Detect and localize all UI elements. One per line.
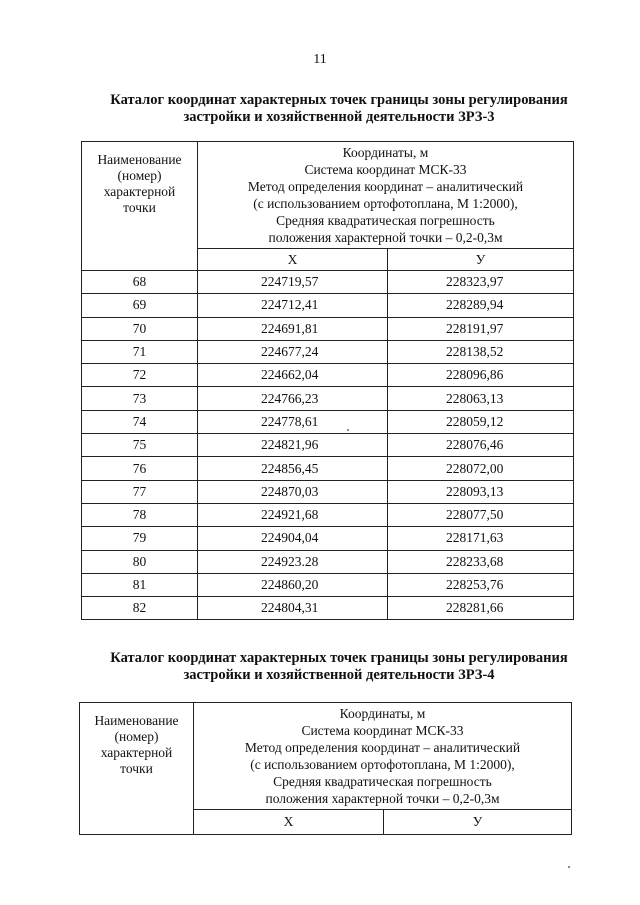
coordinates-header: Координаты, м Система координат МСК-33 Метод определения координат – аналитический (с использованием ортофотоплана, М 1:2000), Средняя квадратическая погрешность положения характерной точки – 0,2-0,3м	[194, 703, 572, 810]
x-value: 224904,04	[198, 527, 388, 550]
y-value: 228077,50	[388, 503, 574, 526]
table-row	[82, 410, 574, 433]
coordinate-table-zrz3	[81, 141, 574, 620]
point-number: 81	[82, 573, 198, 596]
table-row	[82, 527, 574, 550]
x-value: 224921,68	[198, 503, 388, 526]
point-number: 71	[82, 340, 198, 363]
catalog-title-line: Каталог координат характерных точек границы зоны регулирования	[110, 650, 568, 666]
scan-speck	[347, 429, 349, 431]
coordinate-table-zrz4	[79, 702, 572, 835]
point-number: 79	[82, 527, 198, 550]
x-value: 224691,81	[198, 317, 388, 340]
point-number: 82	[82, 597, 198, 620]
x-value: 224719,57	[198, 271, 388, 294]
y-value: 228289,94	[388, 294, 574, 317]
x-value: 224804,31	[198, 597, 388, 620]
y-value: 228191,97	[388, 317, 574, 340]
point-name-header: Наименование (номер) характерной точки	[80, 703, 194, 835]
x-value: 224677,24	[198, 340, 388, 363]
table-row	[82, 317, 574, 340]
point-number: 75	[82, 434, 198, 457]
scan-speck	[568, 866, 570, 868]
y-value: 228323,97	[388, 271, 574, 294]
catalog-title-line: Каталог координат характерных точек границы зоны регулирования	[110, 92, 568, 108]
catalog-title-line: застройки и хозяйственной деятельности ЗРЗ-4	[183, 667, 495, 683]
x-value: 224821,96	[198, 434, 388, 457]
y-column-header: У	[388, 249, 574, 271]
coordinates-header: Координаты, м Система координат МСК-33 Метод определения координат – аналитический (с использованием ортофотоплана, М 1:2000), Средняя квадратическая погрешность положения характерной точки – 0,2-0,3м	[198, 142, 574, 249]
y-value: 228093,13	[388, 480, 574, 503]
point-number: 80	[82, 550, 198, 573]
point-number: 76	[82, 457, 198, 480]
table-row	[82, 480, 574, 503]
y-value: 228063,13	[388, 387, 574, 410]
y-column-header: У	[384, 810, 572, 835]
table-row	[82, 597, 574, 620]
x-value: 224870,03	[198, 480, 388, 503]
page-number: 11	[313, 52, 327, 67]
point-number: 78	[82, 503, 198, 526]
table-row	[82, 294, 574, 317]
y-value: 228138,52	[388, 340, 574, 363]
y-value: 228076,46	[388, 434, 574, 457]
x-column-header: Х	[194, 810, 384, 835]
point-number: 74	[82, 410, 198, 433]
point-name-header: Наименование (номер) характерной точки	[82, 142, 198, 271]
catalog-title-line: застройки и хозяйственной деятельности ЗРЗ-3	[183, 109, 495, 125]
point-number: 68	[82, 271, 198, 294]
x-value: 224856,45	[198, 457, 388, 480]
x-value: 224712,41	[198, 294, 388, 317]
table-row	[82, 271, 574, 294]
y-value: 228072,00	[388, 457, 574, 480]
point-number: 73	[82, 387, 198, 410]
table-row	[82, 550, 574, 573]
point-number: 69	[82, 294, 198, 317]
y-value: 228059,12	[388, 410, 574, 433]
y-value: 228096,86	[388, 364, 574, 387]
y-value: 228233,68	[388, 550, 574, 573]
table-row	[82, 387, 574, 410]
x-value: 224923.28	[198, 550, 388, 573]
table-row	[82, 503, 574, 526]
x-value: 224778,61	[198, 410, 388, 433]
table-row	[82, 340, 574, 363]
y-value: 228281,66	[388, 597, 574, 620]
y-value: 228253,76	[388, 573, 574, 596]
point-number: 77	[82, 480, 198, 503]
catalog-title-zrz3	[80, 92, 598, 126]
y-value: 228171,63	[388, 527, 574, 550]
x-value: 224860,20	[198, 573, 388, 596]
table-row	[82, 364, 574, 387]
table-row	[82, 457, 574, 480]
point-number: 72	[82, 364, 198, 387]
x-value: 224766,23	[198, 387, 388, 410]
catalog-title-zrz4	[80, 650, 598, 684]
x-value: 224662,04	[198, 364, 388, 387]
point-number: 70	[82, 317, 198, 340]
table-row	[82, 573, 574, 596]
x-column-header: Х	[198, 249, 388, 271]
table-row	[82, 434, 574, 457]
